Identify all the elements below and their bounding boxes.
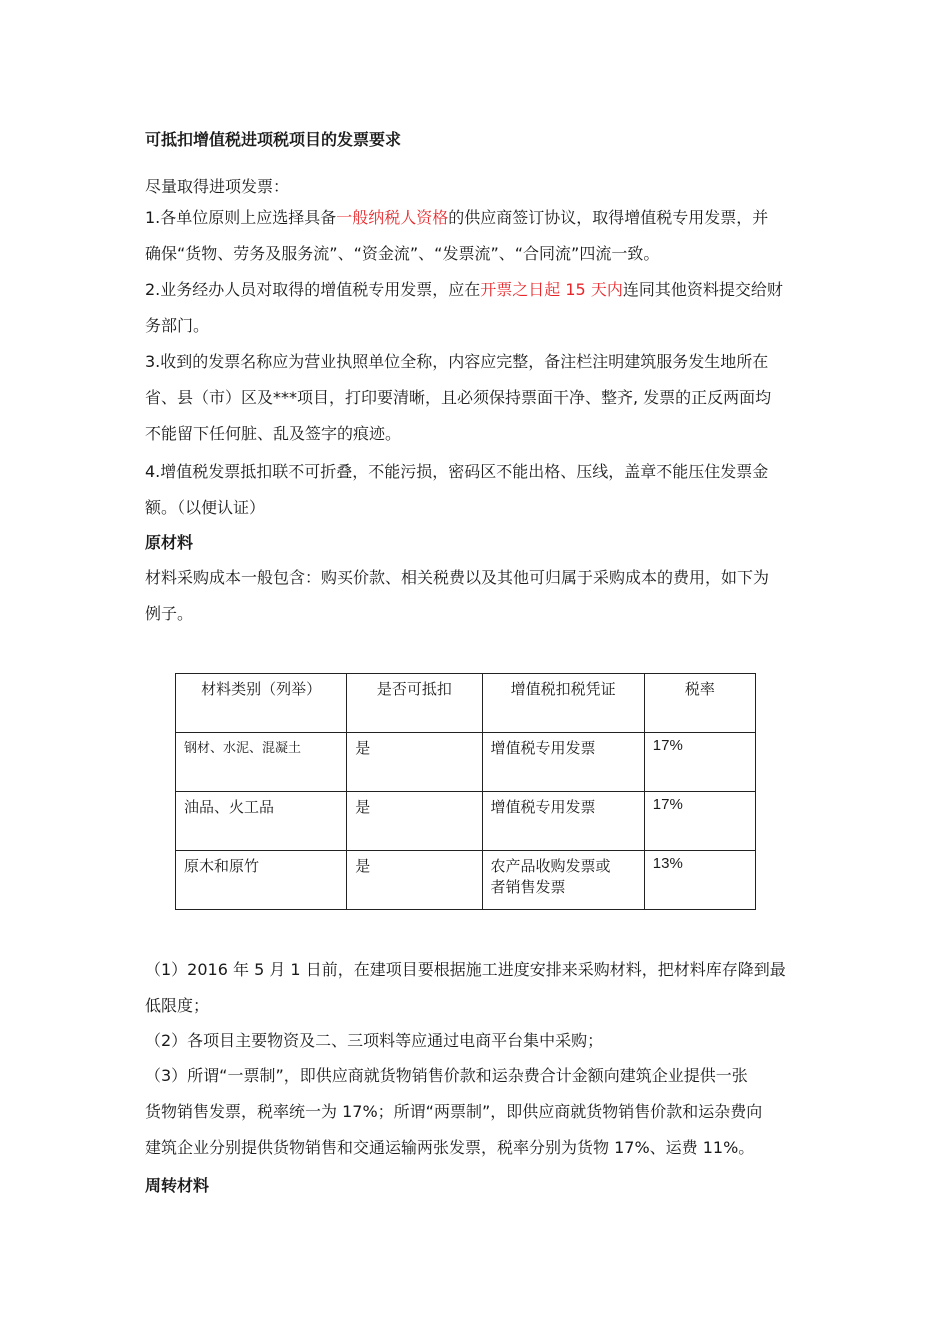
item2-line1 — [145, 280, 783, 300]
note3-line1: （3）所谓“一票制”，即供应商就货物销售价款和运杂费合计金额向建筑企业提供一张 — [145, 1066, 748, 1085]
voucher-line2: 者销售发票 — [490, 878, 566, 896]
table-cell: 增值税专用发票 — [482, 792, 644, 851]
item2-text-a: 2.业务经办人员对取得的增值税专用发票，应在 — [145, 280, 481, 299]
item1-line2: 确保“货物、劳务及服务流”、“资金流”、“发票流”、“合同流”四流一致。 — [145, 244, 660, 263]
table-header-cell: 材料类别（列举） — [176, 674, 347, 733]
item2-line2: 务部门。 — [145, 316, 210, 335]
materials-table — [175, 673, 756, 910]
item1-text-a: 1.各单位原则上应选择具备 — [145, 208, 337, 227]
item1-text-b: 的供应商签订协议，取得增值税专用发票，并 — [448, 208, 769, 227]
note3-line3: 建筑企业分别提供货物销售和交通运输两张发票，税率分别为货物 17%、运费 11%。 — [145, 1138, 755, 1157]
table-cell — [482, 851, 644, 910]
table-header-cell: 是否可抵扣 — [347, 674, 482, 733]
table-cell: 是 — [347, 733, 482, 792]
table-cell: 17% — [644, 733, 755, 792]
note2: （2）各项目主要物资及二、三项料等应通过电商平台集中采购； — [145, 1031, 604, 1050]
section1-line1: 材料采购成本一般包含：购买价款、相关税费以及其他可归属于采购成本的费用，如下为 — [145, 568, 770, 587]
table-header-row — [176, 674, 756, 733]
table-cell: 17% — [644, 792, 755, 851]
item2-highlight: 开票之日起 15 天内 — [480, 280, 623, 299]
item3-line1: 3.收到的发票名称应为营业执照单位全称，内容应完整，备注栏注明建筑服务发生地所在 — [145, 352, 769, 371]
table-row — [176, 792, 756, 851]
item1-highlight: 一般纳税人资格 — [336, 208, 449, 227]
table-header-cell: 税率 — [644, 674, 755, 733]
intro-text: 尽量取得进项发票： — [145, 177, 290, 196]
table-cell: 是 — [347, 792, 482, 851]
table-cell: 原木和原竹 — [176, 851, 347, 910]
section-heading-turnover-materials: 周转材料 — [145, 1176, 210, 1195]
table-cell: 是 — [347, 851, 482, 910]
item1-line1 — [145, 208, 768, 228]
item3-line3: 不能留下任何脏、乱及签字的痕迹。 — [145, 424, 402, 443]
voucher-line1: 农产品收购发票或 — [490, 857, 611, 875]
table-cell: 13% — [644, 851, 755, 910]
note1-line2: 低限度； — [145, 996, 210, 1015]
table-row — [176, 851, 756, 910]
note1-line1: （1）2016 年 5 月 1 日前，在建项目要根据施工进度安排来采购材料，把材料库存降到最 — [145, 960, 786, 979]
item4-line1: 4.增值税发票抵扣联不可折叠，不能污损，密码区不能出格、压线，盖章不能压住发票金 — [145, 462, 769, 481]
section1-line2: 例子。 — [145, 604, 194, 623]
section-heading-raw-materials: 原材料 — [145, 533, 194, 552]
item4-line2: 额。（以便认证） — [145, 498, 266, 517]
item3-line2: 省、县（市）区及***项目，打印要清晰，且必须保持票面干净、整齐, 发票的正反两面均 — [145, 388, 772, 407]
table-cell: 油品、火工品 — [176, 792, 347, 851]
table-header-cell: 增值税扣税凭证 — [482, 674, 644, 733]
table-row — [176, 733, 756, 792]
table-cell: 增值税专用发票 — [482, 733, 644, 792]
document-title: 可抵扣增值税进项税项目的发票要求 — [145, 130, 402, 149]
table-cell: 钢材、水泥、混凝土 — [176, 733, 347, 792]
note3-line2: 货物销售发票，税率统一为 17%；所谓“两票制”，即供应商就货物销售价款和运杂费向 — [145, 1102, 763, 1121]
item2-text-b: 连同其他资料提交给财 — [622, 280, 783, 299]
